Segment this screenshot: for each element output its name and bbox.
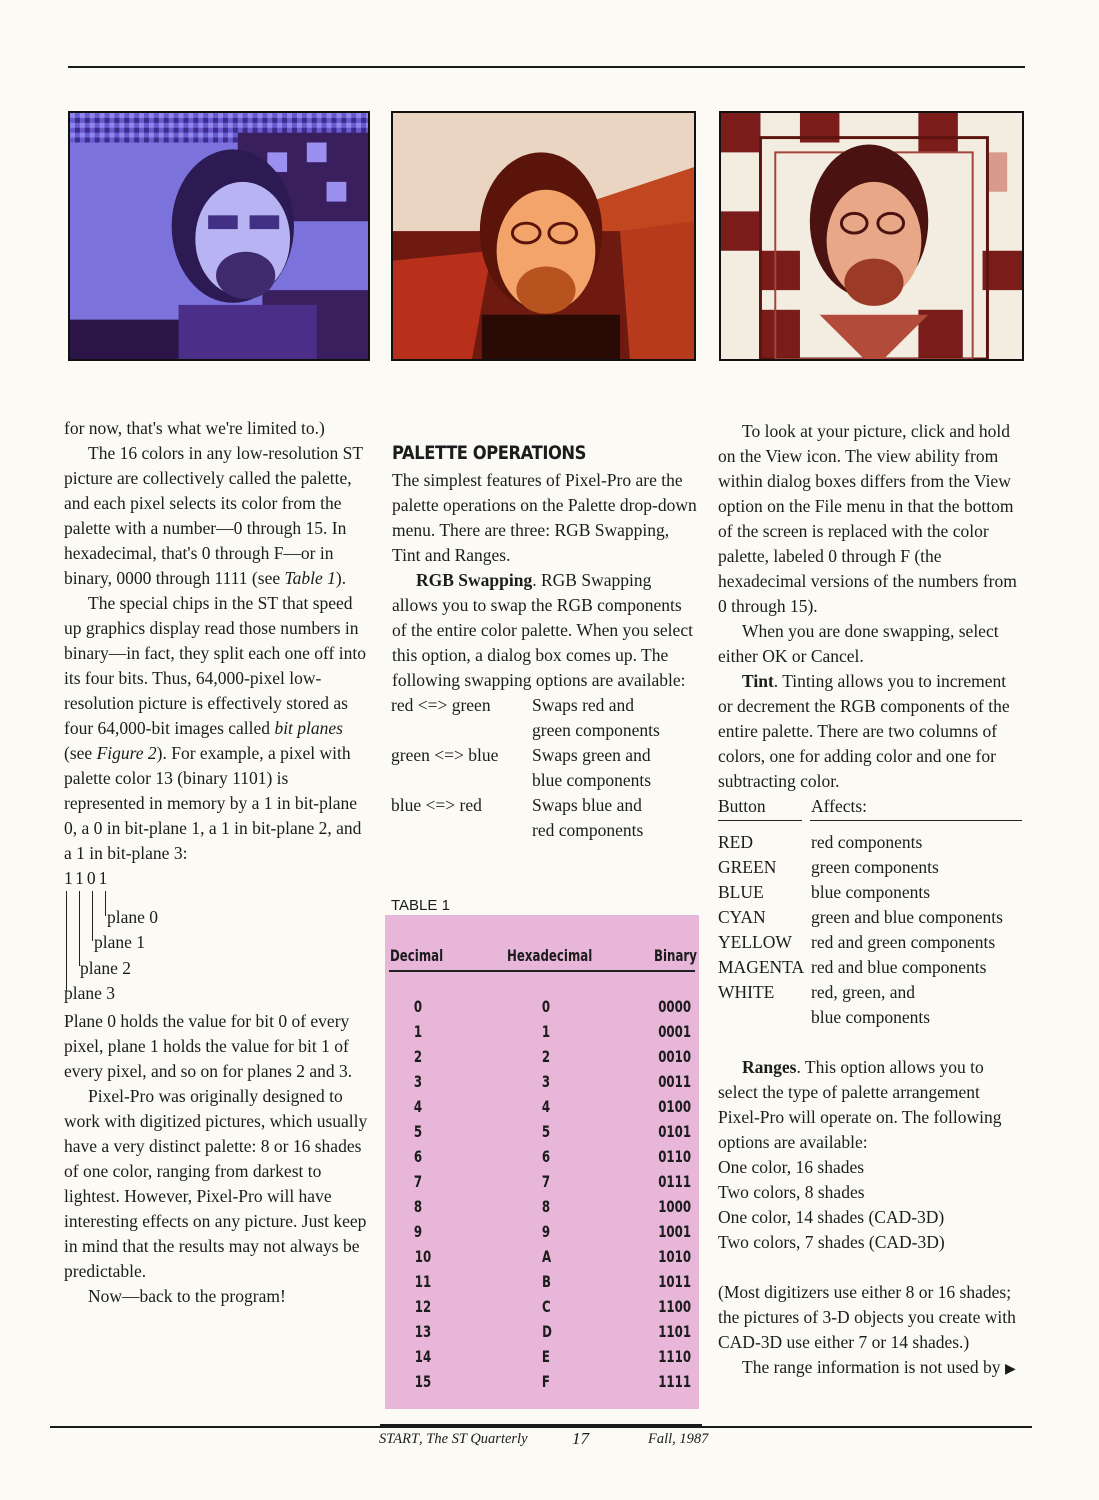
table-cell: 8 bbox=[541, 1197, 551, 1216]
table-cell: 7 bbox=[413, 1172, 423, 1191]
section-heading: PALETTE OPERATIONS bbox=[392, 442, 587, 464]
page-number: 17 bbox=[572, 1429, 589, 1448]
table-cell: 0100 bbox=[658, 1097, 691, 1116]
table-cell: 1011 bbox=[658, 1272, 691, 1291]
paragraph: for now, that's what we're limited to.) bbox=[64, 418, 325, 438]
table-row bbox=[385, 1222, 699, 1247]
face-photo-red-icon bbox=[391, 111, 696, 361]
table-cell: 1 bbox=[413, 1022, 423, 1041]
range-options bbox=[718, 1155, 1024, 1255]
table-cell: 1110 bbox=[658, 1347, 691, 1366]
tint-buttons-header: Button Affects: bbox=[718, 794, 1024, 834]
table-cell: 10 bbox=[414, 1247, 432, 1266]
swap-option: blue <=> red Swaps blue and bbox=[391, 795, 642, 815]
list-item: GREEN green components bbox=[718, 857, 939, 877]
table-cell: 1 bbox=[541, 1022, 551, 1041]
table-cell: 0001 bbox=[658, 1022, 691, 1041]
table-cell: 2 bbox=[541, 1047, 551, 1066]
swap-option: green <=> blue Swaps green and bbox=[391, 745, 651, 765]
table-cell: 0 bbox=[541, 997, 551, 1016]
table-row bbox=[385, 1297, 699, 1322]
top-rule bbox=[68, 66, 1025, 68]
table-row bbox=[385, 1247, 699, 1272]
table-header: Binary bbox=[654, 946, 697, 965]
table-cell: 2 bbox=[413, 1047, 423, 1066]
footer-issue: Fall, 1987 bbox=[648, 1431, 709, 1447]
table-cell: 9 bbox=[541, 1222, 551, 1241]
table-cell: 5 bbox=[541, 1122, 551, 1141]
list-item: YELLOW red and green components bbox=[718, 932, 996, 952]
table-cell: F bbox=[541, 1372, 550, 1391]
table-cell: D bbox=[542, 1322, 552, 1341]
tint-button-list: RED red components GREEN green components BLUE blue components CYAN green and blue components YELLOW red and green components MAGENTA red and blue components WHITE red, green, and blue components bbox=[718, 830, 1024, 1030]
table-cell: 6 bbox=[541, 1147, 551, 1166]
table-row bbox=[385, 1072, 699, 1097]
paragraph: Tint. Tinting allows you to increment or decrement the RGB components of the entire palette. There are two columns of colors, one for adding color and one for subtracting color. bbox=[718, 671, 1010, 791]
paragraph: Ranges. This option allows you to select the type of palette arrangement Pixel-Pro will operate on. The following options are available: bbox=[718, 1057, 1002, 1152]
table-row bbox=[385, 1047, 699, 1072]
bottom-rule-thick bbox=[380, 1424, 702, 1428]
table-cell: 13 bbox=[414, 1322, 432, 1341]
list-item: MAGENTA red and blue components bbox=[718, 957, 987, 977]
table-row bbox=[385, 1272, 699, 1297]
table-row bbox=[385, 997, 699, 1022]
table-cell: 4 bbox=[541, 1097, 551, 1116]
table-cell: 3 bbox=[541, 1072, 551, 1091]
table-row bbox=[385, 1022, 699, 1047]
paragraph: Plane 0 holds the value for bit 0 of every pixel, plane 1 holds the value for bit 1 of every pixel, and so on for planes 2 and 3. bbox=[64, 1011, 353, 1081]
table-cell: B bbox=[541, 1272, 551, 1291]
plane-3-label: plane 3 bbox=[64, 983, 116, 1003]
list-item: CYAN green and blue components bbox=[718, 907, 1003, 927]
table-1 bbox=[385, 915, 699, 1409]
footer-magazine: START, The ST Quarterly bbox=[379, 1431, 528, 1447]
table-cell: 0101 bbox=[658, 1122, 691, 1141]
table-cell: 0000 bbox=[658, 997, 691, 1016]
paragraph: To look at your picture, click and hold on the View icon. The view ability from within dialog boxes differs from the View option on the File menu in that the bottom of the screen is replaced with the color palette, labeled 0 through F (the hexadecimal versions of the numbers from 0 through 15). bbox=[718, 421, 1017, 616]
paragraph: The simplest features of Pixel-Pro are the palette operations on the Palette drop-down menu. There are three: RGB Swapping, Tint and Ranges. bbox=[392, 470, 697, 565]
plane-0-label: plane 0 bbox=[107, 907, 159, 927]
table-cell: 1000 bbox=[658, 1197, 691, 1216]
table-cell: 1001 bbox=[658, 1222, 691, 1241]
paragraph: Pixel-Pro was originally designed to work with digitized pictures, which usually have a very distinct palette: 8 or 16 shades of one color, ranging from darkest to lightest. However, Pixel-Pro will have interesting effects on any picture. Just keep in mind that the results may not always be predictable. bbox=[64, 1086, 368, 1281]
table-cell: 0111 bbox=[658, 1172, 691, 1191]
table-cell: 0010 bbox=[658, 1047, 691, 1066]
table-cell: 15 bbox=[414, 1372, 432, 1391]
paragraph: The special chips in the ST that speed up graphics display read those numbers in binary—in fact, they split each one off into its four bits. Thus, 64,000-pixel low-resolution picture is effectively stored as four 64,000-bit images called bit planes (see Figure 2). For example, a pixel with palette color 13 (binary 1101) is represented in memory by a 1 in bit-plane 0, a 0 in bit-plane 1, a 1 in bit-plane 2, and a 1 in bit-plane 3: bbox=[64, 593, 366, 863]
plane-2-label: plane 2 bbox=[80, 958, 132, 978]
table-cell: 4 bbox=[413, 1097, 423, 1116]
bit-plane-diagram bbox=[64, 866, 369, 1006]
list-item: One color, 14 shades (CAD-3D) bbox=[718, 1207, 945, 1227]
table-row bbox=[385, 1372, 699, 1397]
table-cell: 0 bbox=[413, 997, 423, 1016]
table-label: TABLE 1 bbox=[391, 897, 450, 914]
list-item: Two colors, 8 shades bbox=[718, 1182, 865, 1202]
table-cell: 7 bbox=[541, 1172, 551, 1191]
binary-digits: 1101 bbox=[64, 868, 111, 888]
plane-1-label: plane 1 bbox=[94, 932, 146, 952]
table-row bbox=[385, 1122, 699, 1147]
subheading-tint: Tint bbox=[742, 671, 774, 691]
face-photo-checker-icon bbox=[719, 111, 1024, 361]
table-cell: 0110 bbox=[658, 1147, 691, 1166]
paragraph: (Most digitizers use either 8 or 16 shades; the pictures of 3-D objects you create with CAD-3D use either 7 or 14 shades.) bbox=[718, 1282, 1016, 1352]
table-cell: 8 bbox=[413, 1197, 423, 1216]
table-cell: 6 bbox=[413, 1147, 423, 1166]
table-cell: 0011 bbox=[658, 1072, 691, 1091]
table-cell: 1111 bbox=[658, 1372, 691, 1391]
table-cell: C bbox=[541, 1297, 551, 1316]
list-item: RED red components bbox=[718, 832, 923, 852]
column-right bbox=[718, 419, 1024, 1382]
table-cell: 14 bbox=[414, 1347, 432, 1366]
paragraph: The range information is not used by ▶ bbox=[742, 1357, 1016, 1377]
table-cell: 5 bbox=[413, 1122, 423, 1141]
table-row bbox=[385, 1197, 699, 1222]
subheading-rgb-swapping: RGB Swapping bbox=[416, 570, 533, 590]
paragraph: RGB Swapping. RGB Swapping allows you to swap the RGB components of the entire color palette. When you select this option, a dialog box comes up. The following swapping options are available: bbox=[392, 570, 693, 690]
table-cell: 3 bbox=[413, 1072, 423, 1091]
face-photo-blue-icon bbox=[68, 111, 370, 361]
continue-arrow-icon: ▶ bbox=[1004, 1361, 1016, 1377]
table-cell: 1010 bbox=[658, 1247, 691, 1266]
subheading-ranges: Ranges bbox=[742, 1057, 797, 1077]
paragraph: The 16 colors in any low-resolution ST picture are collectively called the palette, and each pixel selects its color from the palette with a number—0 through 15. In hexadecimal, that's 0 through F—or in binary, 0000 through 1111 (see Table 1). bbox=[64, 443, 363, 588]
table-row bbox=[385, 1347, 699, 1372]
table-cell: 1100 bbox=[658, 1297, 691, 1316]
column-left bbox=[64, 416, 369, 1309]
column-middle bbox=[392, 441, 698, 843]
table-cell: 9 bbox=[413, 1222, 423, 1241]
list-item: Two colors, 7 shades (CAD-3D) bbox=[718, 1232, 945, 1252]
table-cell: 1101 bbox=[658, 1322, 691, 1341]
paragraph: When you are done swapping, select either OK or Cancel. bbox=[718, 621, 999, 666]
table-cell: E bbox=[541, 1347, 550, 1366]
table-header: Hexadecimal bbox=[507, 946, 593, 965]
list-item: One color, 16 shades bbox=[718, 1157, 865, 1177]
table-cell: 12 bbox=[414, 1297, 432, 1316]
table-row bbox=[385, 1322, 699, 1347]
table-cell: A bbox=[542, 1247, 552, 1266]
table-row bbox=[385, 1147, 699, 1172]
term-bit-planes: bit planes bbox=[274, 718, 343, 738]
figure-reference: Figure 2 bbox=[96, 743, 157, 763]
list-item: BLUE blue components bbox=[718, 882, 931, 902]
paragraph: Now—back to the program! bbox=[88, 1286, 286, 1306]
table-row bbox=[385, 1097, 699, 1122]
swap-option: red <=> green Swaps red and bbox=[391, 695, 635, 715]
list-item: WHITE red, green, and bbox=[718, 982, 915, 1002]
table-reference: Table 1 bbox=[284, 568, 336, 588]
table-cell: 11 bbox=[414, 1272, 432, 1291]
swap-options: red <=> green Swaps red and green components green <=> blue Swaps green and blue components blue <=> red Swaps blue and red components bbox=[391, 693, 698, 843]
table-header: Decimal bbox=[390, 946, 444, 965]
table-row bbox=[385, 1172, 699, 1197]
